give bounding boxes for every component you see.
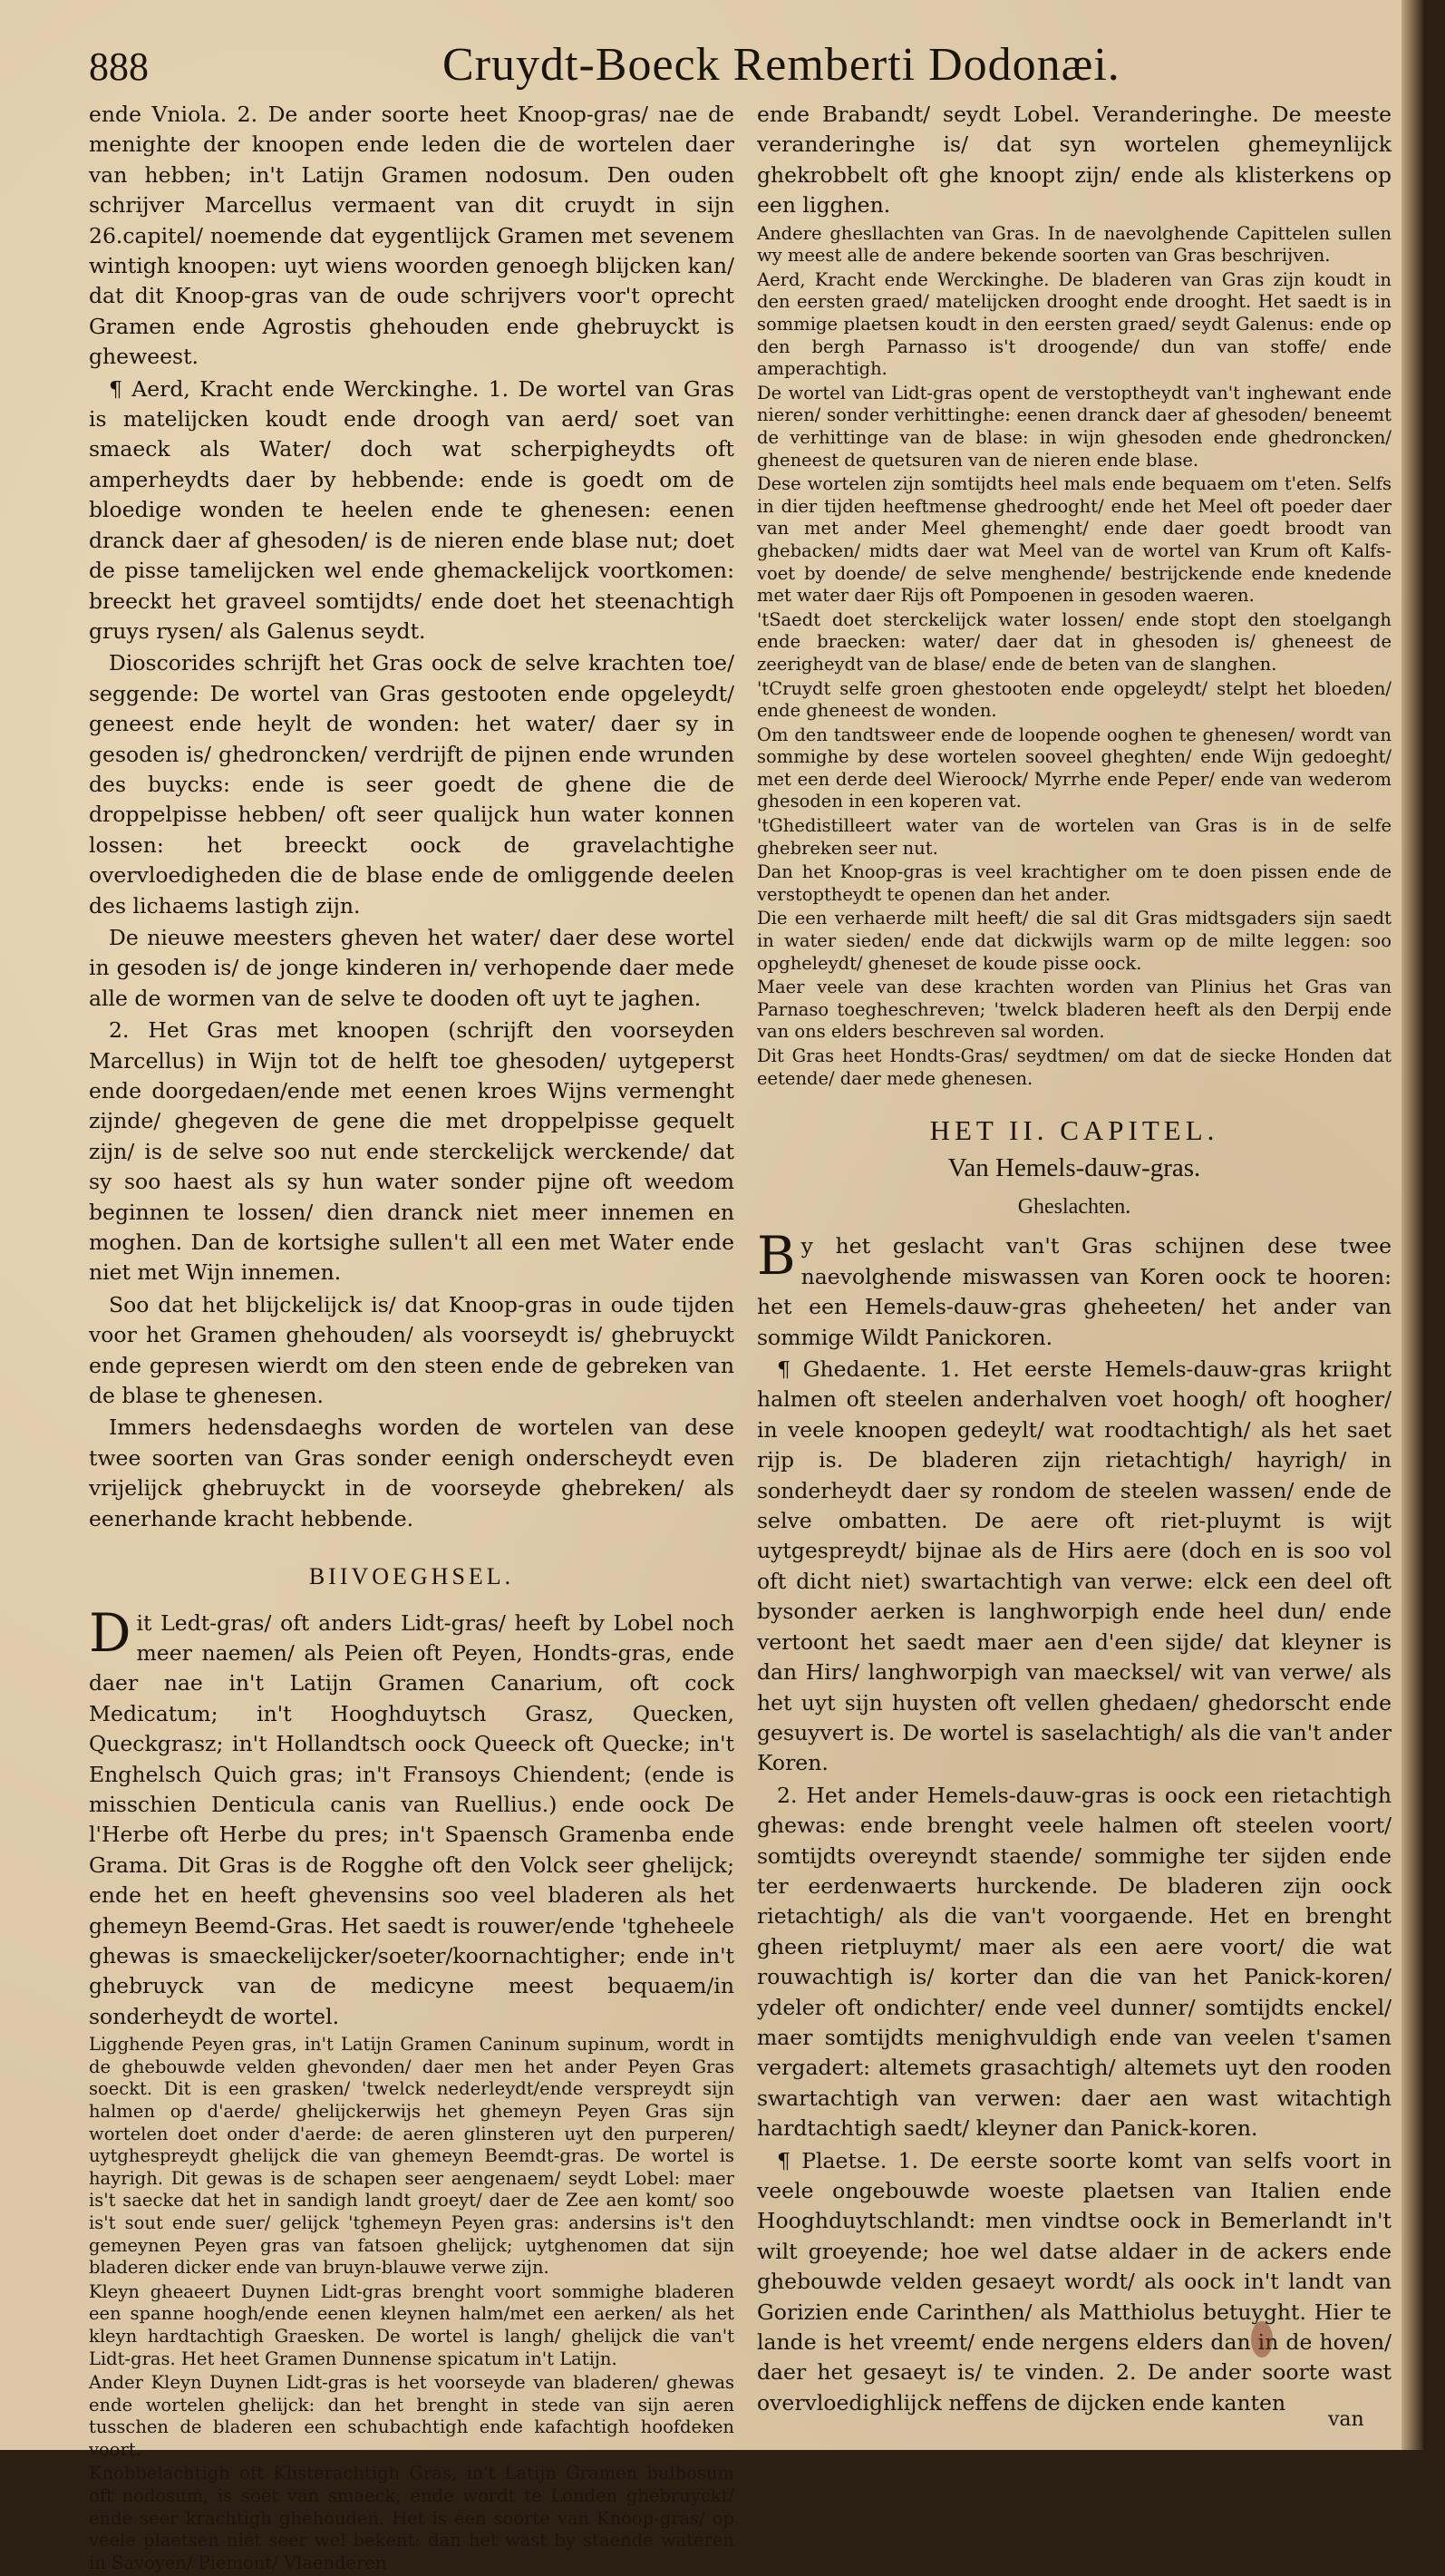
right-paragraph: Gheslachten. bbox=[1017, 1195, 1131, 1219]
right-paragraph: ¶ Ghedaente. 1. Het eerste Hemels-dauw-gras kriight halmen oft steelen anderhalven voet hoogh/ oft hoogher/ in veele knoopen gedeylt/ wat roodtachtigh/ als het saet rijp is. De bladeren zijn rietachtigh/ hayrigh/ in sonderheydt daer sy rondom de steelen wassen/ ende de selve ombatten. De aere oft riet-pluymt is wijt uytgespreydt/ bijnae als de Hirs aere (doch en is soo vol oft dicht niet) swartachtigh van verwe: elck een deel oft bysonder aerken is langhworpigh ende heel dun/ ende vertoont het saedt maer aen d'een sijde/ dat kleyner is dan Hirs/ langhworpigh van maecksel/ wit van verwe/ als het uyt sijn huysten oft vellen ghedaen/ ghedorscht ende gesuyvert is. De wortel is saselachtigh/ als die van't ander Koren. bbox=[757, 1356, 1392, 1776]
right-paragraph: 2. Het ander Hemels-dauw-gras is oock een rietachtigh ghewas: ende brenght veele halmen oft steelen voort/ somtijdts overeyndt staende/ sommighe ter sijden ende ter eerdenwaerts hurckende. De bladeren zijn oock rietachtigh/ als die van't voorgaende. Het en brenght gheen rietpluymt/ maer als een aere voort/ die wat rouwachtigh is/ korter dan die van het Panick-koren/ ydeler oft ondichter/ ende veel dunner/ somtijdts enckel/ maer somtijdts menighvuldigh ende van veelen t'samen vergadert: altemets grasachtigh/ altemets uyt den rooden swartachtigh van verwen: daer aen wast witachtigh hardtachtigh saedt/ kleyner dan Panick-koren. bbox=[757, 1782, 1392, 2142]
right-paragraph: Om den tandtsweer ende de loopende ooghen te ghenesen/ wordt van sommighe by dese wortelen sooveel gheghten/ ende Wijn gedoeght/ met een derde deel Wieroock/ Myrrhe ende Peper/ ende van wederom ghesoden in een koperen vat. bbox=[757, 724, 1392, 812]
left-paragraph: BIIVOEGHSEL. bbox=[308, 1563, 515, 1590]
left-paragraph: Knobbelachtigh oft Klisterachtigh Gras, in't Latijn Gramen bulbosum oft nodosum, is soet van smaeck; ende wordt te Londen ghebruyckt/ ende seer krachtigh ghehouden. Het is een soorte van Knoop-gras/ op veele plaetsen niet seer wel bekent: dan het wast by staende wateren in Savoyen/ Piemont/ Vlaenderen bbox=[89, 2463, 734, 2573]
right-paragraph: Dan het Knoop-gras is veel krachtigher om te doen pissen ende de verstoptheydt te openen dan het ander. bbox=[757, 861, 1392, 905]
right-paragraph: HET II. CAPITEL. bbox=[929, 1114, 1219, 1147]
right-paragraph: 'tCruydt selfe groen ghestooten ende opgeleydt/ stelpt het bloeden/ ende gheneest de wonden. bbox=[757, 677, 1392, 722]
right-paragraph: Aerd, Kracht ende Werckinghe. De bladeren van Gras zijn koudt in den eersten graed/ matelijcken drooght ende drooght. Het saedt is in sommige plaetsen koudt in den eersten graed/ seydt Galenus: ende op den bergh Parnasso is't droogende/ dun van stoffe/ ende amperachtigh. bbox=[757, 268, 1392, 380]
left-paragraph: Dioscorides schrijft het Gras oock de selve krachten toe/ seggende: De wortel van Gras gestooten ende opgeleydt/ geneest ende heylt de wonden: het water/ daer sy in gesoden is/ ghedroncken/ verdrijft de pijnen ende wrunden des buycks: ende is seer goedt de ghene die de droppelpisse hebben/ oft seer qualijck hun water konnen lossen: het breeckt oock de gravelachtighe overvloedigheden die de blase ende de omliggende deelen des lichaems lastigh zijn. bbox=[89, 650, 734, 919]
right-text-column bbox=[757, 100, 1392, 2420]
left-text-column bbox=[89, 100, 734, 2576]
left-paragraph: Ligghende Peyen gras, in't Latijn Gramen Caninum supinum, wordt in de ghebouwde velden ghevonden/ daer men het ander Peyen Gras soeckt. Dit is een grasken/ 'twelck nederleydt/ende verspreydt sijn halmen op d'aerde/ ghelijckerwijs het ghemeyn Peyen Gras sijn wortelen doet onder d'aerde: de aeren glinsteren uyt den purperen/ uytghespreydt ghelijck die van ghemeyn Beemdt-gras. De wortel is hayrigh. Dit gewas is de schapen seer aengenaem/ seydt Lobel: maer is't saecke dat het in sandigh landt groeyt/ daer de Zee aen komt/ soo is't sout ende suer/ gelijck 'tghemeyn Peyen gras: andersins is't den gemeynen Peyen gras van fatsoen ghelijck; uytghenomen dat sijn bladeren dicker ende van bruyn-blauwe verwe zijn. bbox=[89, 2034, 734, 2279]
right-paragraph: ¶ Plaetse. 1. De eerste soorte komt van selfs voort in veele ongebouwde woeste plaetsen van Italien ende Hooghduytschlandt: men vindtse oock in Bemerlandt in't wilt groeyende; hoe wel datse aldaer in de ackers ende ghebouwde velden gesaeyt wordt/ als oock in't landt van Gorizien ende Carinthen/ als Matthiolus betuyght. Hier te lande is het vreemt/ ende nergens elders dan in de hoven/ daer het gesaeyt is/ te vinden. 2. De ander soorte wast overvloedighlijck neffens de dijcken ende kanten bbox=[757, 2147, 1392, 2416]
right-paragraph: By het geslacht van't Gras schijnen dese twee naevolghende miswassen van Koren oock te hooren: het een Hemels-dauw-gras gheheeten/ het ander van sommige Wildt Panickoren. bbox=[757, 1225, 1392, 1350]
page-edge-shadow bbox=[1401, 0, 1423, 2450]
right-paragraph: Die een verhaerde milt heeft/ die sal dit Gras midtsgaders sijn saedt in water sieden/ ende dat dickwijls warm op de milte leggen: soo opgheleydt/ gheneset de koude pisse oock. bbox=[757, 908, 1392, 974]
right-paragraph: De wortel van Lidt-gras opent de verstoptheydt van't inghewant ende nieren/ sonder verhittinghe: eenen dranck daer af ghesoden/ beneemt de verhittinge van de blase: in wijn ghesoden ende ghedroncken/ gheneest de quetsuren van de nieren ende blase. bbox=[757, 382, 1392, 471]
right-paragraph: Dit Gras heet Hondts-Gras/ seydtmen/ om dat de siecke Honden dat eetende/ daer mede ghenesen. bbox=[757, 1045, 1392, 1089]
right-paragraph: Dese wortelen zijn somtijdts heel mals ende bequaem om t'eten. Selfs in dier tijden heeftmense ghedrooght/ ende het Meel oft poeder daer van met ander Meel ghemenght/ ende daer goedt broodt van ghebacken/ midts daer wat Meel van de wortel van Krum oft Kalfs-voet by doende/ de selve menghende/ bestrijckende ende knedende met water daer Rijs oft Pompoenen in gesoden waeren. bbox=[757, 473, 1392, 607]
right-paragraph: ende Brabandt/ seydt Lobel. Veranderinghe. De meeste veranderinghe is/ dat syn wortelen ghemeynlijck ghekrobbelt oft ghe knoopt zijn/ ende als klisterkens op een ligghen. bbox=[757, 102, 1392, 219]
left-paragraph: Immers hedensdaeghs worden de wortelen van dese twee soorten van Gras sonder eenigh onderscheydt even vrijelijck ghebruyckt in de voorseyde ghebreken/ als eenerhande kracht hebbende. bbox=[89, 1414, 734, 1531]
left-paragraph: Dit Ledt-gras/ oft anders Lidt-gras/ heeft by Lobel noch meer naemen/ als Peien oft Peyen, Hondts-gras, ende daer nae in't Latijn Gramen Canarium, oft cock Medicatum; in't Hooghduytsch Grasz, Quecken, Queckgrasz; in't Hollandtsch oock Queeck oft Quecke; in't Enghelsch Quich gras; in't Fransoys Chiendent; (ende is misschien Denticula canis van Ruellius.) ende oock De l'Herbe oft Herbe du pres; in't Spaensch Gramenba ende Grama. Dit Gras is de Rogghe oft den Volck seer ghelijck; ende het en heeft ghevensins soo veel bladeren als het ghemeyn Beemd-Gras. Het saedt is rouwer/ende 'tgheheele ghewas is smaeckelijcker/soeter/koornachtigher; ende in't ghebruyck van de medicyne meest bequaem/in sonderheydt de wortel. bbox=[89, 1601, 734, 2029]
left-paragraph: Soo dat het blijckelijck is/ dat Knoop-gras in oude tijden voor het Gramen ghehouden/ als voorseydt is/ ghebruyckt ende gepresen wierdt om den steen ende de gebreken van de blase te ghenesen. bbox=[89, 1291, 734, 1409]
right-paragraph: Maer veele van dese krachten worden van Plinius het Gras van Parnaso toegheschreven; 'twelck bladeren heeft als den Derpij ende van ons elders beschreven sal worden. bbox=[757, 977, 1392, 1043]
catchword: van bbox=[1328, 2408, 1364, 2431]
running-title: Cruydt-Boeck Remberti Dodonæi. bbox=[442, 39, 1120, 91]
left-paragraph: Kleyn gheaeert Duynen Lidt-gras brenght voort sommighe bladeren een spanne hoogh/ende eenen kleynen halm/met een aerken/ als het kleyn hardtachtigh Graesken. De wortel is langh/ ghelijck die van't Lidt-gras. Het heet Gramen Dunnense spicatum in't Latijn. bbox=[89, 2280, 734, 2369]
left-paragraph: ¶ Aerd, Kracht ende Werckinghe. 1. De wortel van Gras is matelijcken koudt ende droogh van aerd/ soet van smaeck als Water/ doch wat scherpigheydts oft amperheydts daer by hebbende: ende is goedt om de bloedige wonden te heelen ende te ghenesen: eenen dranck daer af ghesoden/ is de nieren ende blase nut; doet de pisse tamelijcken wel ende ghemackelijck voortkomen: breeckt het graveel somtijdts/ ende doet het steenachtigh gruys rysen/ als Galenus seydt. bbox=[89, 375, 734, 644]
left-paragraph: ende Vniola. 2. De ander soorte heet Knoop-gras/ nae de menighte der knoopen ende leden die de wortelen daer van hebben; in't Latijn Gramen nodosum. Den ouden schrijver Marcellus vermaent van dit cruydt in sijn 26.capitel/ noemende dat eygentlijck Gramen met sevenem wintigh knoopen: uyt wiens woorden genoegh blijcken kan/ dat dit Knoop-gras van de oude schrijvers voor't oprecht Gramen ende Agrostis ghehouden ende ghebruyckt is gheweest. bbox=[89, 102, 734, 370]
left-paragraph: 2. Het Gras met knoopen (schrijft den voorseyden Marcellus) in Wijn tot de helft toe ghesoden/ uytgeperst ende doorgedaen/ende met eenen kroes Wijns vermenght zijnde/ ghegeven de gene die met droppelpisse gequelt zijn/ is de selve soo nut ende sterckelijck werckende/ dat sy soo haest als sy hun water sonder pijne oft weedom beginnen te lossen/ dien dranck niet meer innemen en moghen. Dan de kortsighe sullen't all een met Water ende niet met Wijn innemen. bbox=[89, 1017, 734, 1286]
left-paragraph: Ander Kleyn Duynen Lidt-gras is het voorseyde van bladeren/ ghewas ende wortelen ghelijck: dan het brenght in stede van sijn aeren tusschen de bladeren een schubachtigh ende kafachtigh hoofdeken voort. bbox=[89, 2372, 734, 2460]
right-paragraph: Andere ghesllachten van Gras. In de naevolghende Capittelen sullen wy meest alle de andere bekende soorten van Gras beschrijven. bbox=[757, 222, 1392, 267]
page-number: 888 bbox=[89, 44, 149, 89]
page-header bbox=[89, 34, 1358, 98]
ink-stain bbox=[1251, 2321, 1273, 2357]
right-paragraph: Van Hemels-dauw-gras. bbox=[947, 1152, 1201, 1182]
left-paragraph: De nieuwe meesters gheven het water/ daer dese wortel in gesoden is/ de jonge kinderen in/ verhopende daer mede alle de wormen van de selve te dooden oft uyt te jaghen. bbox=[89, 924, 734, 1011]
right-paragraph: 'tGhedistilleert water van de wortelen van Gras is in de selfe ghebreken seer nut. bbox=[757, 815, 1392, 859]
right-paragraph: 'tSaedt doet sterckelijck water lossen/ ende stopt den stoelgangh ende braecken: water/ daer dat in ghesoden is/ gheneest de zeerigheydt van de blase/ ende de beten van de slanghen. bbox=[757, 608, 1392, 675]
